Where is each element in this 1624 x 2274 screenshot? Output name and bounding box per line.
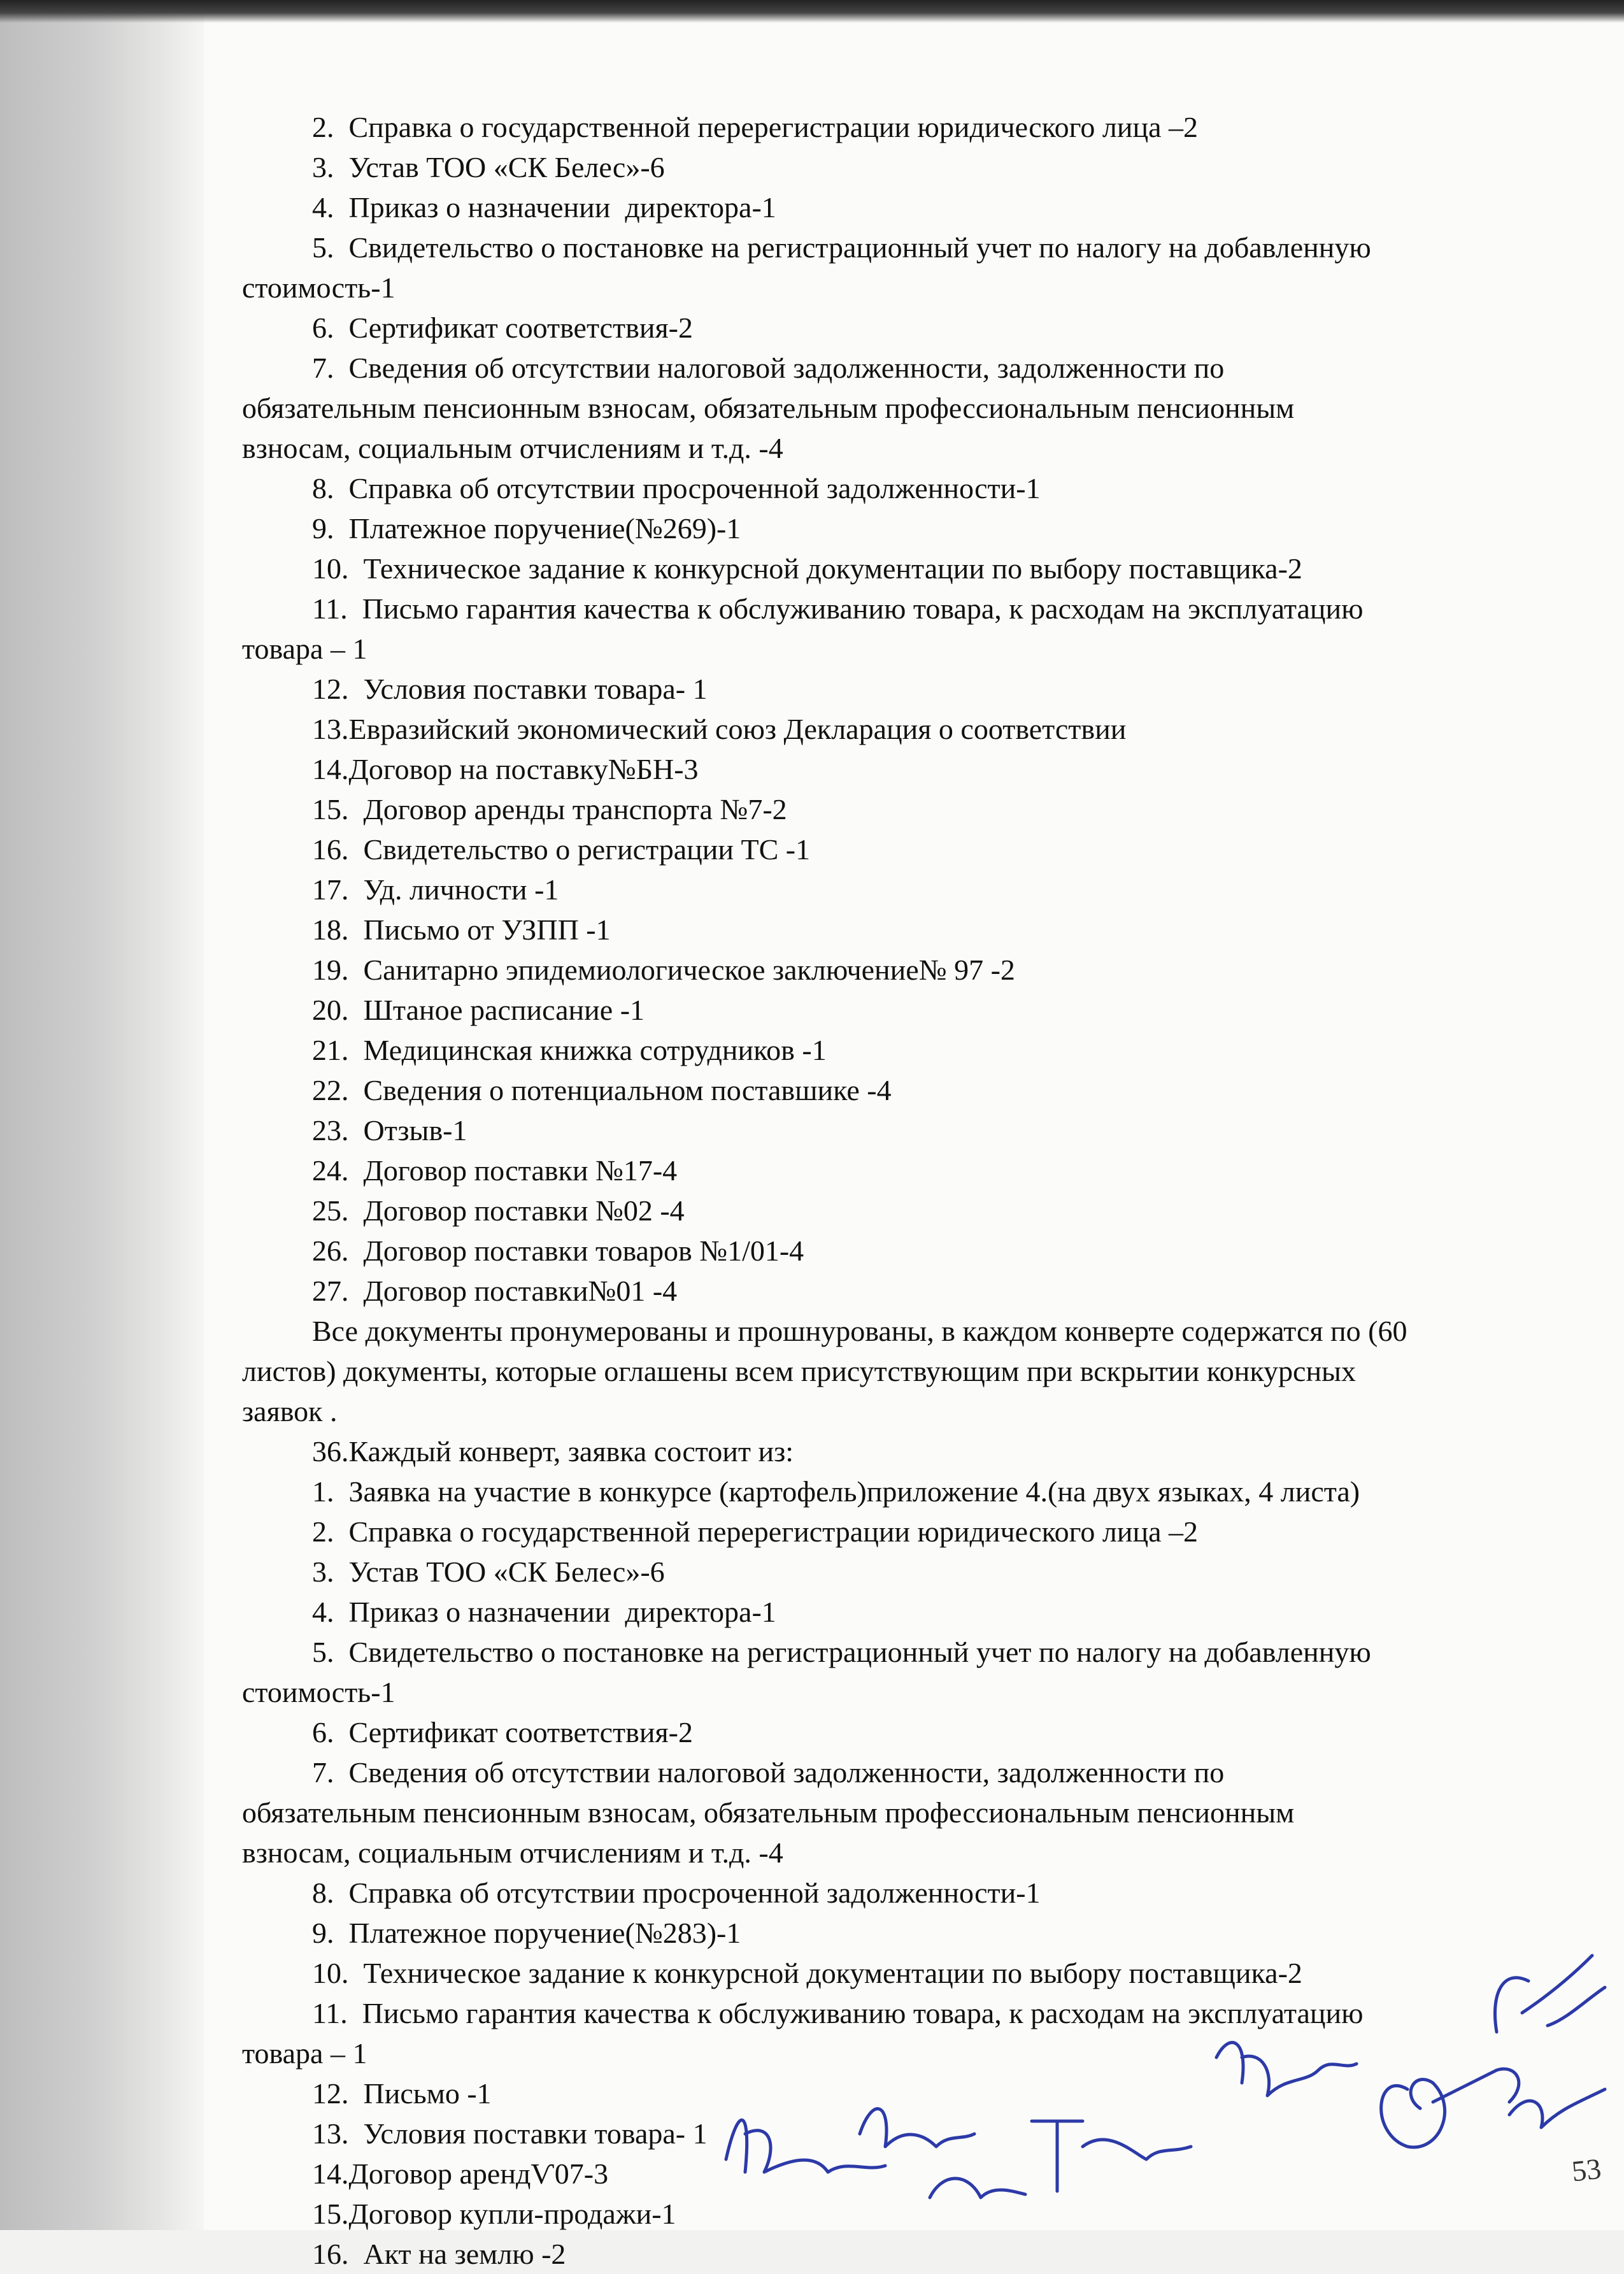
list-item: Все документы пронумерованы и прошнурованы, в каждом конверте содержатся по (60 [312, 1315, 1407, 1347]
list-item: товара – 1 [242, 633, 367, 665]
list-item: 11. Письмо гарантия качества к обслуживанию товара, к расходам на эксплуатацию [312, 592, 1364, 625]
list-item: 7. Сведения об отсутствии налоговой задолженности, задолженности по [312, 352, 1225, 384]
list-item: 11. Письмо гарантия качества к обслуживанию товара, к расходам на эксплуатацию [312, 1997, 1364, 2029]
list-item: 19. Санитарно эпидемиологическое заключение№ 97 -2 [312, 954, 1015, 986]
list-item: 8. Справка об отсутствии просроченной задолженности-1 [312, 1877, 1041, 1909]
list-item: стоимость-1 [242, 1676, 395, 1708]
list-item: 14.Договор арендѴ07-3 [312, 2157, 609, 2190]
list-item: 7. Сведения об отсутствии налоговой задолженности, задолженности по [312, 1756, 1225, 1789]
list-item: 4. Приказ о назначении директора-1 [312, 1596, 776, 1628]
binding-shadow [0, 0, 204, 2230]
list-item: 5. Свидетельство о постановке на регистрационный учет по налогу на добавленную [312, 231, 1371, 264]
list-item: 12. Условия поставки товара- 1 [312, 673, 708, 705]
list-item: 8. Справка об отсутствии просроченной задолженности-1 [312, 472, 1041, 504]
list-item: 16. Акт на землю -2 [312, 2238, 566, 2270]
list-item: заявок . [242, 1395, 338, 1427]
list-item: 3. Устав ТОО «СК Белес»-6 [312, 1555, 665, 1588]
list-item: 4. Приказ о назначении директора-1 [312, 191, 776, 224]
list-item: 2. Справка о государственной перерегистрации юридического лица –2 [312, 111, 1199, 143]
list-item: обязательным пенсионным взносам, обязательным профессиональным пенсионным [242, 392, 1295, 424]
list-item: 14.Договор на поставку№БН-3 [312, 753, 699, 785]
list-item: 13. Условия поставки товара- 1 [312, 2117, 708, 2150]
list-item: 2. Справка о государственной перерегистрации юридического лица –2 [312, 1515, 1199, 1548]
list-item: 10. Техническое задание к конкурсной документации по выбору поставщика-2 [312, 1957, 1302, 1989]
list-item: 1. Заявка на участие в конкурсе (картофель)приложение 4.(на двух языках, 4 листа) [312, 1475, 1360, 1508]
list-item: 9. Платежное поручение(№269)-1 [312, 512, 741, 545]
scan-top-edge [0, 0, 1624, 23]
list-item: 16. Свидетельство о регистрации ТС -1 [312, 833, 811, 866]
list-item: 6. Сертификат соответствия-2 [312, 1716, 693, 1748]
list-item: обязательным пенсионным взносам, обязательным профессиональным пенсионным [242, 1796, 1295, 1829]
list-item: 15.Договор купли-продажи-1 [312, 2198, 676, 2230]
list-item: 36.Каждый конверт, заявка состоит из: [312, 1435, 794, 1468]
list-item: взносам, социальным отчислениям и т.д. -4 [242, 1836, 783, 1869]
list-item: 27. Договор поставки№01 -4 [312, 1275, 678, 1307]
list-item: 5. Свидетельство о постановке на регистрационный учет по налогу на добавленную [312, 1636, 1371, 1668]
list-item: стоимость-1 [242, 271, 395, 304]
list-item: 23. Отзыв-1 [312, 1114, 467, 1147]
list-item: 15. Договор аренды транспорта №7-2 [312, 793, 787, 826]
list-item: 25. Договор поставки №02 -4 [312, 1194, 685, 1227]
handwritten-signatures [701, 1943, 1618, 2223]
list-item: 9. Платежное поручение(№283)-1 [312, 1917, 741, 1949]
list-item: 6. Сертификат соответствия-2 [312, 311, 693, 344]
list-item: 12. Письмо -1 [312, 2077, 492, 2110]
list-item: 10. Техническое задание к конкурсной документации по выбору поставщика-2 [312, 552, 1302, 585]
list-item: 20. Штаное расписание -1 [312, 994, 645, 1026]
list-item: 18. Письмо от УЗПП -1 [312, 913, 611, 946]
list-item: 24. Договор поставки №17-4 [312, 1154, 678, 1187]
document-list-continued [242, 107, 1554, 1431]
list-item: 26. Договор поставки товаров №1/01-4 [312, 1234, 804, 1267]
list-item: листов) документы, которые оглашены всем присутствующим при вскрытии конкурсных [242, 1355, 1356, 1387]
list-item: 13.Евразийский экономический союз Декларация о соответствии [312, 713, 1127, 745]
list-item: 3. Устав ТОО «СК Белес»-6 [312, 151, 665, 183]
list-item: товара – 1 [242, 2037, 367, 2070]
list-item: 21. Медицинская книжка сотрудников -1 [312, 1034, 827, 1066]
page-number: 53 [1570, 2152, 1603, 2188]
list-item: 22. Сведения о потенциальном поставшике -4 [312, 1074, 892, 1106]
list-item: 17. Уд. личности -1 [312, 873, 559, 906]
list-item: взносам, социальным отчислениям и т.д. -4 [242, 432, 783, 464]
